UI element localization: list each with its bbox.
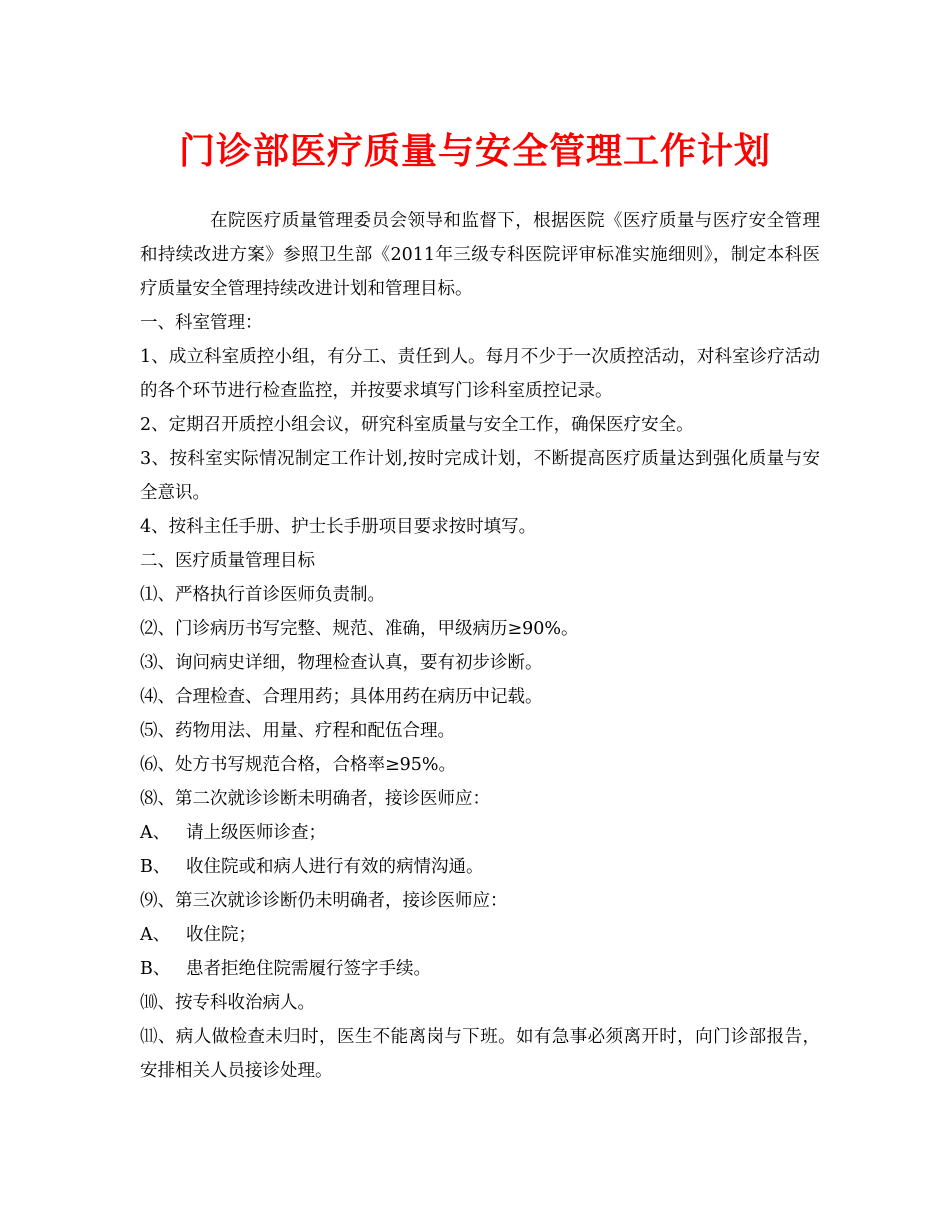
- sub-text: 收住院或和病人进行有效的病情沟通。: [186, 857, 484, 877]
- section2-item-10: ⑽、按专科收治病人。: [140, 993, 315, 1013]
- section1-item-4: 4、按科主任手册、护士长手册项目要求按时填写。: [140, 517, 537, 537]
- section2-item-9: ⑼、第三次就诊诊断仍未明确者，接诊医师应：: [140, 891, 508, 911]
- section2-item-1: ⑴、严格执行首诊医师负责制。: [140, 585, 385, 605]
- item8-sub-b: [140, 850, 820, 884]
- section2-item-8: ⑻、第二次就诊诊断未明确者，接诊医师应：: [140, 789, 490, 809]
- item9-sub-b: [140, 952, 820, 986]
- sub-text: 收住院；: [186, 925, 256, 945]
- item8-sub-a: [140, 816, 820, 850]
- section2-item-11: ⑾、病人做检查未归时，医生不能离岗与下班。如有急事必须离开时，向门诊部报告，安排相关人员接诊处理。: [140, 1027, 820, 1081]
- item9-sub-a: [140, 918, 820, 952]
- sub-mark: A、: [140, 925, 171, 945]
- sub-mark: A、: [140, 823, 171, 843]
- section1-item-3: 3、按科室实际情况制定工作计划,按时完成计划，不断提高医疗质量达到强化质量与安全意识。: [140, 449, 820, 503]
- document-body: [140, 204, 820, 1088]
- section2-heading: 二、医疗质量管理目标: [140, 551, 315, 571]
- section1-item-1: 1、成立科室质控小组，有分工、责任到人。每月不少于一次质控活动，对科室诊疗活动的各个环节进行检查监控，并按要求填写门诊科室质控记录。: [140, 347, 820, 401]
- sub-text: 请上级医师诊查；: [186, 823, 326, 843]
- document-title: 门诊部医疗质量与安全管理工作计划: [178, 130, 771, 172]
- section2-item-3: ⑶、询问病史详细，物理检查认真，要有初步诊断。: [140, 653, 543, 673]
- section2-item-6: ⑹、处方书写规范合格，合格率≥95%。: [140, 755, 457, 775]
- section1-heading: 一、科室管理：: [140, 313, 263, 333]
- intro-paragraph: 在院医疗质量管理委员会领导和监督下，根据医院《医疗质量与医疗安全管理和持续改进方案》参照卫生部《2011年三级专科医院评审标准实施细则》，制定本科医疗质量安全管理持续改进计划和管理目标。: [140, 211, 820, 299]
- sub-mark: B、: [140, 959, 171, 979]
- sub-text: 患者拒绝住院需履行签字手续。: [186, 959, 431, 979]
- section2-item-4: ⑷、合理检查、合理用药；具体用药在病历中记载。: [140, 687, 543, 707]
- section2-item-5: ⑸、药物用法、用量、疗程和配伍合理。: [140, 721, 455, 741]
- sub-mark: B、: [140, 857, 171, 877]
- section1-item-2: 2、定期召开质控小组会议，研究科室质量与安全工作，确保医疗安全。: [140, 415, 694, 435]
- section2-item-2: ⑵、门诊病历书写完整、规范、准确，甲级病历≥90%。: [140, 619, 579, 639]
